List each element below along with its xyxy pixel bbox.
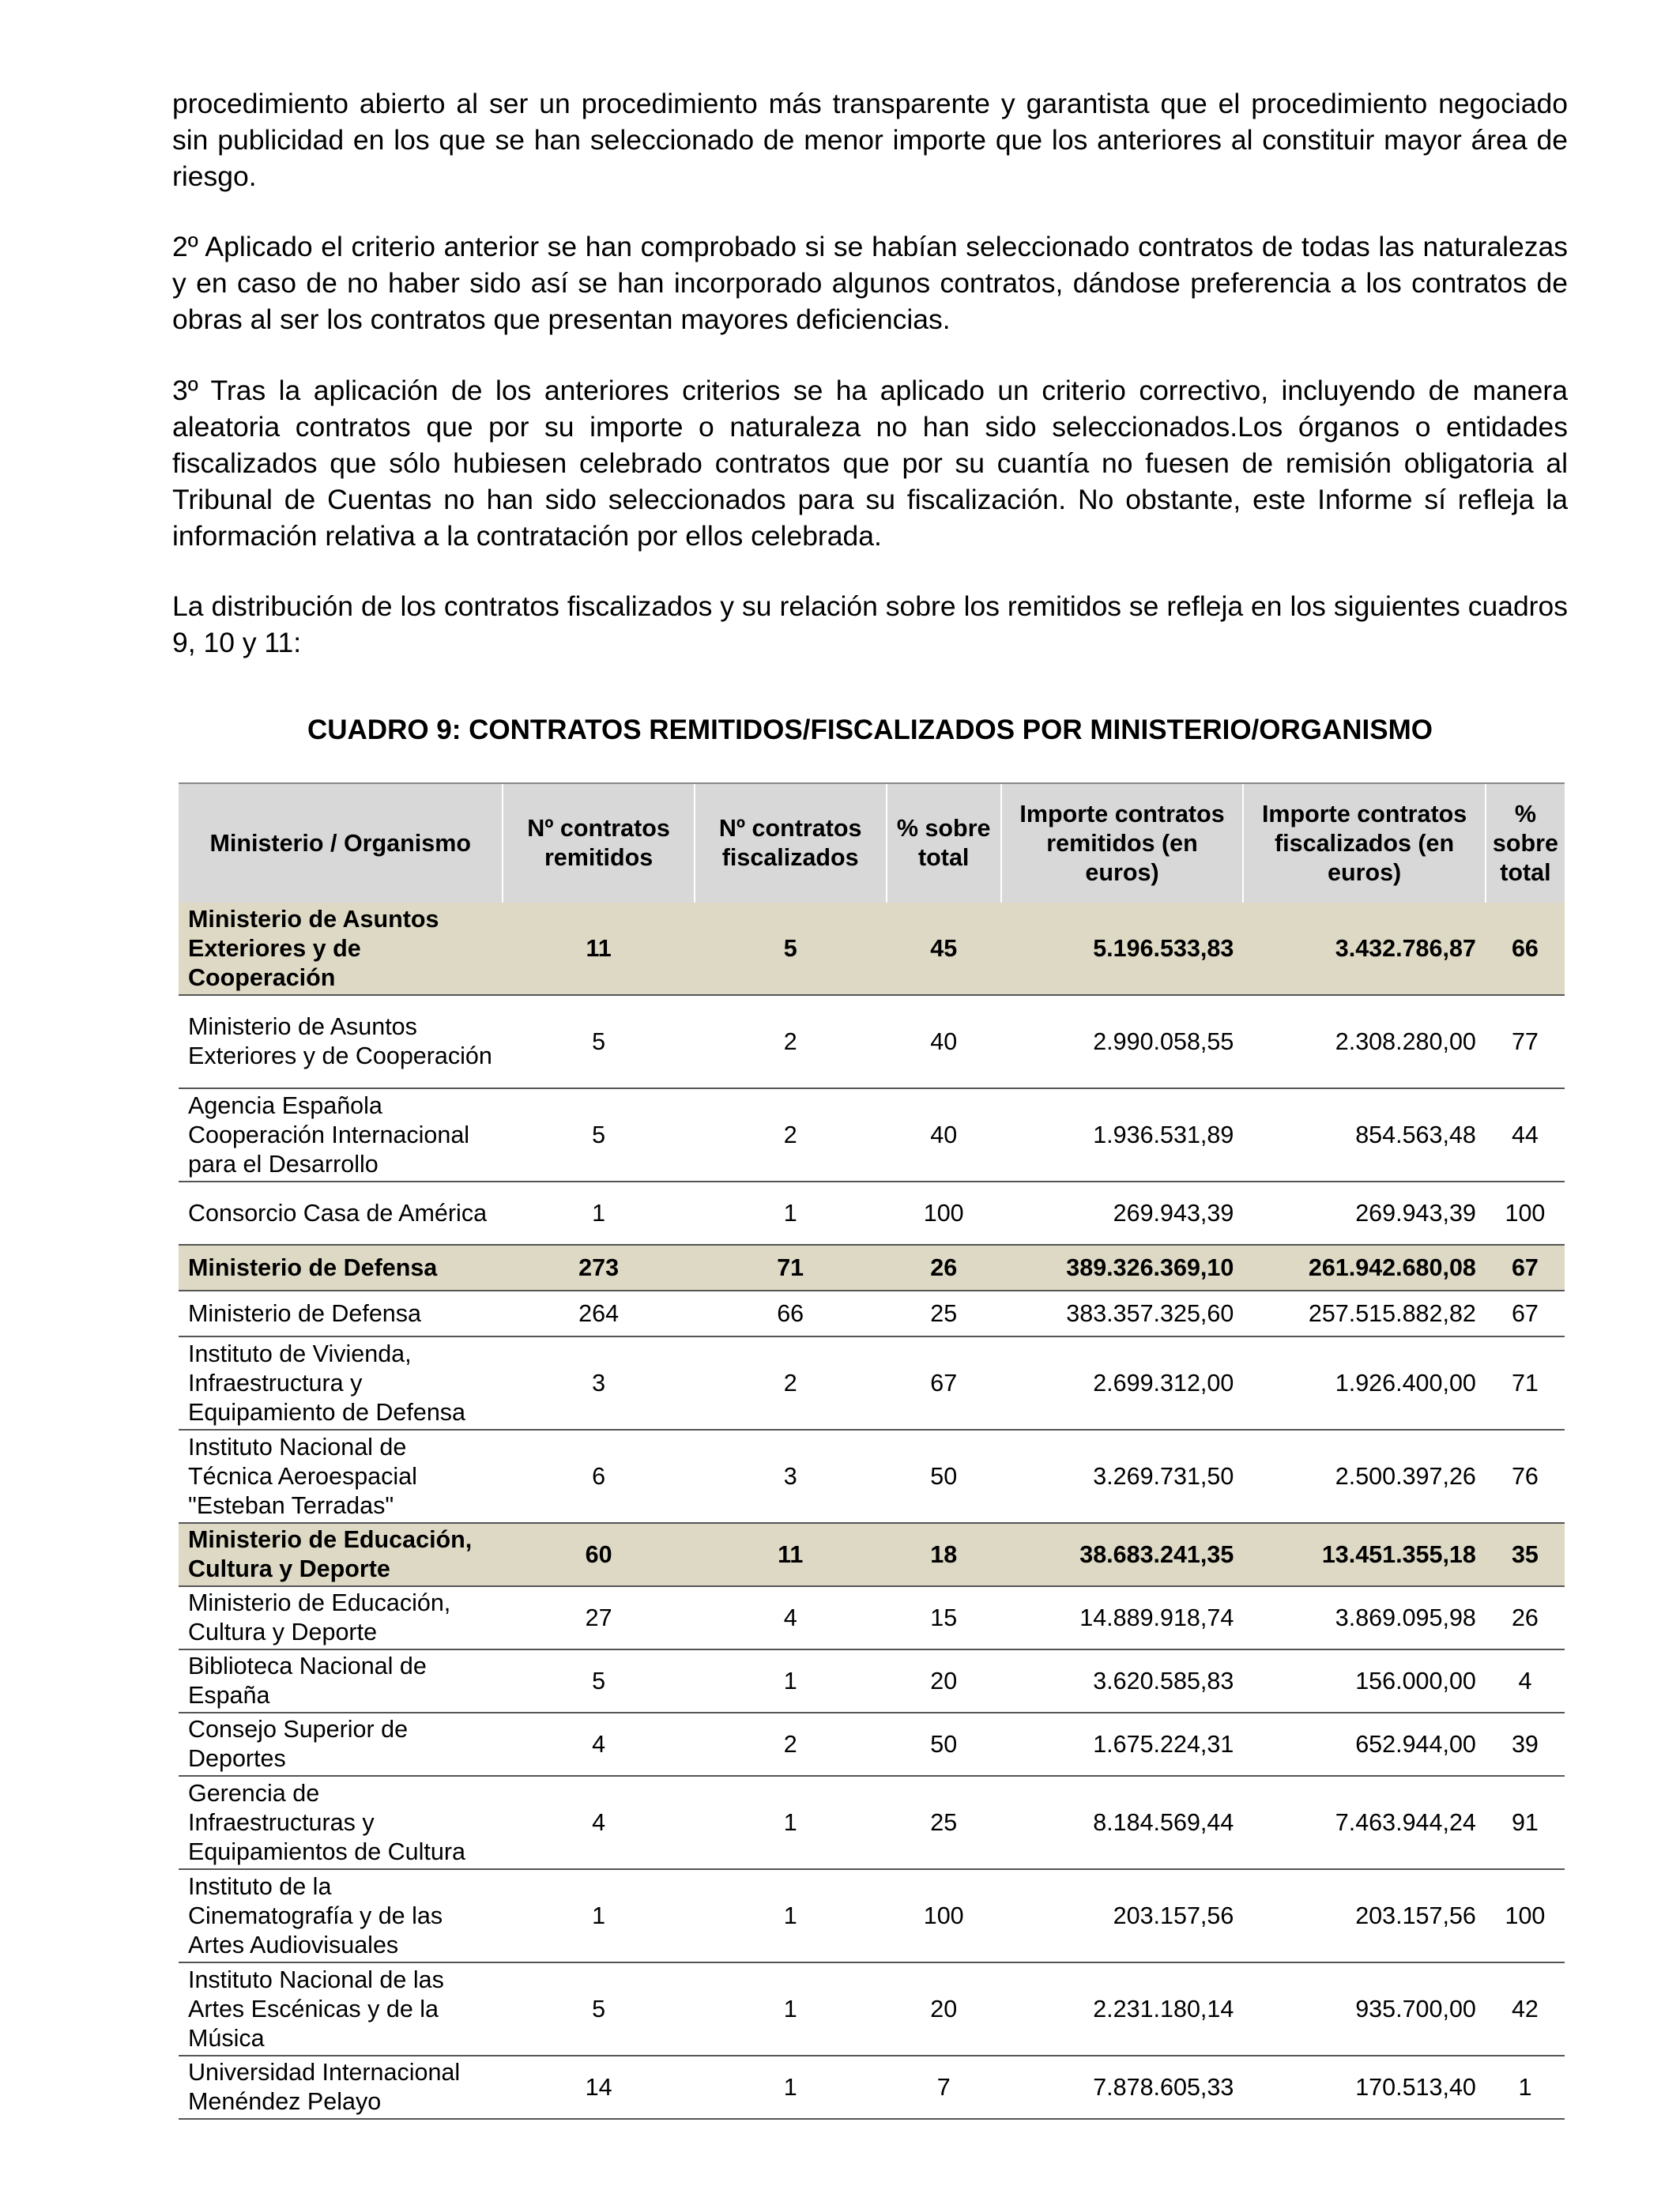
cell-importe-remitidos: 203.157,56	[1001, 1869, 1244, 1962]
cell-pct-importe: 66	[1486, 903, 1565, 995]
table-body	[179, 903, 1565, 2119]
contracts-table	[179, 782, 1565, 2120]
cell-contratos-remitidos: 273	[503, 1245, 694, 1291]
cell-pct-contratos: 7	[887, 2056, 1001, 2119]
cell-importe-fiscalizados: 854.563,48	[1243, 1088, 1486, 1182]
cell-organismo: Instituto de Vivienda, Infraestructura y Equipamiento de Defensa	[179, 1336, 503, 1430]
table-row	[179, 1962, 1565, 2056]
cell-pct-importe: 91	[1486, 1776, 1565, 1869]
cell-contratos-fiscalizados: 3	[695, 1430, 887, 1523]
cell-organismo: Agencia Española Cooperación Internacional para el Desarrollo	[179, 1088, 503, 1182]
cell-contratos-remitidos: 5	[503, 1649, 694, 1713]
cell-importe-remitidos: 1.675.224,31	[1001, 1713, 1244, 1776]
cell-pct-importe: 1	[1486, 2056, 1565, 2119]
cell-pct-contratos: 20	[887, 1962, 1001, 2056]
cell-importe-fiscalizados: 13.451.355,18	[1243, 1523, 1486, 1586]
cell-contratos-fiscalizados: 1	[695, 2056, 887, 2119]
paragraph-2: 2º Aplicado el criterio anterior se han comprobado si se habían seleccionado contratos de todas las naturalezas y en caso de no haber sido así se han incorporado algunos contratos, dándose preferencia a los contratos de obras al ser los contratos que presentan mayores deficiencias.	[172, 231, 1568, 335]
cell-pct-importe: 77	[1486, 995, 1565, 1088]
cell-pct-contratos: 15	[887, 1586, 1001, 1649]
table-row	[179, 1869, 1565, 1962]
cell-pct-contratos: 18	[887, 1523, 1001, 1586]
cell-contratos-fiscalizados: 66	[695, 1291, 887, 1336]
cell-contratos-fiscalizados: 1	[695, 1182, 887, 1245]
header-importe-remitidos: Importe contratos remitidos (en euros)	[1001, 783, 1244, 903]
cell-pct-contratos: 100	[887, 1869, 1001, 1962]
cell-importe-fiscalizados: 261.942.680,08	[1243, 1245, 1486, 1291]
cell-organismo: Consejo Superior de Deportes	[179, 1713, 503, 1776]
table-row	[179, 1088, 1565, 1182]
cell-contratos-remitidos: 14	[503, 2056, 694, 2119]
cell-contratos-remitidos: 4	[503, 1713, 694, 1776]
cell-pct-importe: 71	[1486, 1336, 1565, 1430]
table-row	[179, 995, 1565, 1088]
table-group-row	[179, 1245, 1565, 1291]
cell-importe-fiscalizados: 1.926.400,00	[1243, 1336, 1486, 1430]
cell-pct-contratos: 50	[887, 1713, 1001, 1776]
cell-contratos-remitidos: 4	[503, 1776, 694, 1869]
cell-contratos-remitidos: 264	[503, 1291, 694, 1336]
table-row	[179, 1649, 1565, 1713]
header-pct-importe: % sobre total	[1486, 783, 1565, 903]
table-header-row	[179, 783, 1565, 903]
paragraph-4: La distribución de los contratos fiscalizados y su relación sobre los remitidos se refleja en los siguientes cuadros 9, 10 y 11:	[172, 590, 1568, 658]
cell-pct-importe: 4	[1486, 1649, 1565, 1713]
cell-organismo: Universidad Internacional Menéndez Pelayo	[179, 2056, 503, 2119]
cell-contratos-fiscalizados: 2	[695, 1088, 887, 1182]
cell-contratos-remitidos: 3	[503, 1336, 694, 1430]
cell-pct-importe: 100	[1486, 1869, 1565, 1962]
cell-importe-remitidos: 7.878.605,33	[1001, 2056, 1244, 2119]
cell-organismo: Ministerio de Defensa	[179, 1291, 503, 1336]
table-row	[179, 1182, 1565, 1245]
paragraph-1: procedimiento abierto al ser un procedimiento más transparente y garantista que el procedimiento negociado sin publicidad en los que se han seleccionado de menor importe que los anteriores al constituir mayor área de riesgo.	[172, 88, 1568, 192]
cell-pct-contratos: 50	[887, 1430, 1001, 1523]
cell-contratos-fiscalizados: 1	[695, 1776, 887, 1869]
cell-pct-contratos: 26	[887, 1245, 1001, 1291]
cell-contratos-remitidos: 5	[503, 995, 694, 1088]
cell-contratos-fiscalizados: 1	[695, 1649, 887, 1713]
table-row	[179, 1713, 1565, 1776]
cell-importe-remitidos: 383.357.325,60	[1001, 1291, 1244, 1336]
cell-pct-importe: 39	[1486, 1713, 1565, 1776]
cell-pct-contratos: 40	[887, 1088, 1001, 1182]
cell-pct-contratos: 100	[887, 1182, 1001, 1245]
cell-importe-fiscalizados: 269.943,39	[1243, 1182, 1486, 1245]
cell-importe-remitidos: 2.231.180,14	[1001, 1962, 1244, 2056]
cell-pct-importe: 67	[1486, 1245, 1565, 1291]
cell-contratos-remitidos: 5	[503, 1962, 694, 2056]
cell-organismo: Instituto de la Cinematografía y de las Artes Audiovisuales	[179, 1869, 503, 1962]
cell-importe-fiscalizados: 935.700,00	[1243, 1962, 1486, 2056]
cell-contratos-fiscalizados: 4	[695, 1586, 887, 1649]
cell-importe-fiscalizados: 203.157,56	[1243, 1869, 1486, 1962]
header-importe-fiscalizados: Importe contratos fiscalizados (en euros)	[1243, 783, 1486, 903]
table-row	[179, 1336, 1565, 1430]
cell-importe-remitidos: 3.620.585,83	[1001, 1649, 1244, 1713]
table-row	[179, 1776, 1565, 1869]
cell-importe-fiscalizados: 7.463.944,24	[1243, 1776, 1486, 1869]
cell-organismo: Ministerio de Defensa	[179, 1245, 503, 1291]
cell-importe-remitidos: 14.889.918,74	[1001, 1586, 1244, 1649]
cell-importe-fiscalizados: 2.308.280,00	[1243, 995, 1486, 1088]
cell-contratos-fiscalizados: 5	[695, 903, 887, 995]
cell-contratos-remitidos: 1	[503, 1869, 694, 1962]
header-contratos-fiscalizados: Nº contratos fiscalizados	[695, 783, 887, 903]
cell-pct-importe: 35	[1486, 1523, 1565, 1586]
cell-importe-fiscalizados: 156.000,00	[1243, 1649, 1486, 1713]
cell-organismo: Instituto Nacional de Técnica Aeroespacial "Esteban Terradas"	[179, 1430, 503, 1523]
cell-organismo: Ministerio de Asuntos Exteriores y de Cooperación	[179, 903, 503, 995]
cell-pct-importe: 100	[1486, 1182, 1565, 1245]
cell-pct-importe: 42	[1486, 1962, 1565, 2056]
cell-importe-fiscalizados: 652.944,00	[1243, 1713, 1486, 1776]
cell-pct-importe: 67	[1486, 1291, 1565, 1336]
header-ministerio: Ministerio / Organismo	[179, 783, 503, 903]
cell-contratos-fiscalizados: 1	[695, 1962, 887, 2056]
cell-pct-contratos: 25	[887, 1291, 1001, 1336]
cell-organismo: Ministerio de Asuntos Exteriores y de Cooperación	[179, 995, 503, 1088]
cell-importe-fiscalizados: 3.432.786,87	[1243, 903, 1486, 995]
cell-contratos-fiscalizados: 2	[695, 1336, 887, 1430]
cell-importe-fiscalizados: 170.513,40	[1243, 2056, 1486, 2119]
cell-organismo: Consorcio Casa de América	[179, 1182, 503, 1245]
cell-importe-remitidos: 2.990.058,55	[1001, 995, 1244, 1088]
cell-contratos-fiscalizados: 11	[695, 1523, 887, 1586]
table-title: CUADRO 9: CONTRATOS REMITIDOS/FISCALIZADOS POR MINISTERIO/ORGANISMO	[307, 714, 1433, 745]
cell-pct-importe: 44	[1486, 1088, 1565, 1182]
table-row	[179, 1430, 1565, 1523]
cell-importe-remitidos: 38.683.241,35	[1001, 1523, 1244, 1586]
table-row	[179, 1291, 1565, 1336]
cell-pct-importe: 76	[1486, 1430, 1565, 1523]
cell-importe-remitidos: 8.184.569,44	[1001, 1776, 1244, 1869]
cell-pct-contratos: 45	[887, 903, 1001, 995]
cell-pct-contratos: 40	[887, 995, 1001, 1088]
cell-contratos-remitidos: 1	[503, 1182, 694, 1245]
cell-pct-contratos: 20	[887, 1649, 1001, 1713]
cell-contratos-fiscalizados: 71	[695, 1245, 887, 1291]
table-group-row	[179, 903, 1565, 995]
cell-contratos-remitidos: 60	[503, 1523, 694, 1586]
cell-contratos-fiscalizados: 2	[695, 995, 887, 1088]
cell-organismo: Ministerio de Educación, Cultura y Deporte	[179, 1586, 503, 1649]
cell-contratos-fiscalizados: 1	[695, 1869, 887, 1962]
cell-importe-remitidos: 2.699.312,00	[1001, 1336, 1244, 1430]
cell-contratos-remitidos: 27	[503, 1586, 694, 1649]
cell-importe-fiscalizados: 2.500.397,26	[1243, 1430, 1486, 1523]
cell-contratos-remitidos: 5	[503, 1088, 694, 1182]
cell-pct-contratos: 25	[887, 1776, 1001, 1869]
cell-organismo: Biblioteca Nacional de España	[179, 1649, 503, 1713]
table-row	[179, 1586, 1565, 1649]
table-row	[179, 2056, 1565, 2119]
cell-contratos-remitidos: 11	[503, 903, 694, 995]
cell-importe-remitidos: 389.326.369,10	[1001, 1245, 1244, 1291]
cell-organismo: Instituto Nacional de las Artes Escénicas y de la Música	[179, 1962, 503, 2056]
cell-pct-importe: 26	[1486, 1586, 1565, 1649]
header-contratos-remitidos: Nº contratos remitidos	[503, 783, 694, 903]
cell-importe-remitidos: 3.269.731,50	[1001, 1430, 1244, 1523]
table-group-row	[179, 1523, 1565, 1586]
cell-organismo: Ministerio de Educación, Cultura y Deporte	[179, 1523, 503, 1586]
cell-importe-remitidos: 269.943,39	[1001, 1182, 1244, 1245]
header-pct-contratos: % sobre total	[887, 783, 1001, 903]
cell-importe-remitidos: 5.196.533,83	[1001, 903, 1244, 995]
cell-importe-fiscalizados: 3.869.095,98	[1243, 1586, 1486, 1649]
cell-importe-remitidos: 1.936.531,89	[1001, 1088, 1244, 1182]
cell-contratos-fiscalizados: 2	[695, 1713, 887, 1776]
cell-organismo: Gerencia de Infraestructuras y Equipamientos de Cultura	[179, 1776, 503, 1869]
cell-importe-fiscalizados: 257.515.882,82	[1243, 1291, 1486, 1336]
cell-contratos-remitidos: 6	[503, 1430, 694, 1523]
cell-pct-contratos: 67	[887, 1336, 1001, 1430]
paragraph-3: 3º Tras la aplicación de los anteriores criterios se ha aplicado un criterio correctivo, incluyendo de manera aleatoria contratos que por su importe o naturaleza no han sido seleccionados.Los órganos o entidades fiscalizados que sólo hubiesen celebrado contratos que por su cuantía no fuesen de remisión obligatoria al Tribunal de Cuentas no han sido seleccionados para su fiscalización. No obstante, este Informe sí refleja la información relativa a la contratación por ellos celebrada.	[172, 375, 1568, 552]
